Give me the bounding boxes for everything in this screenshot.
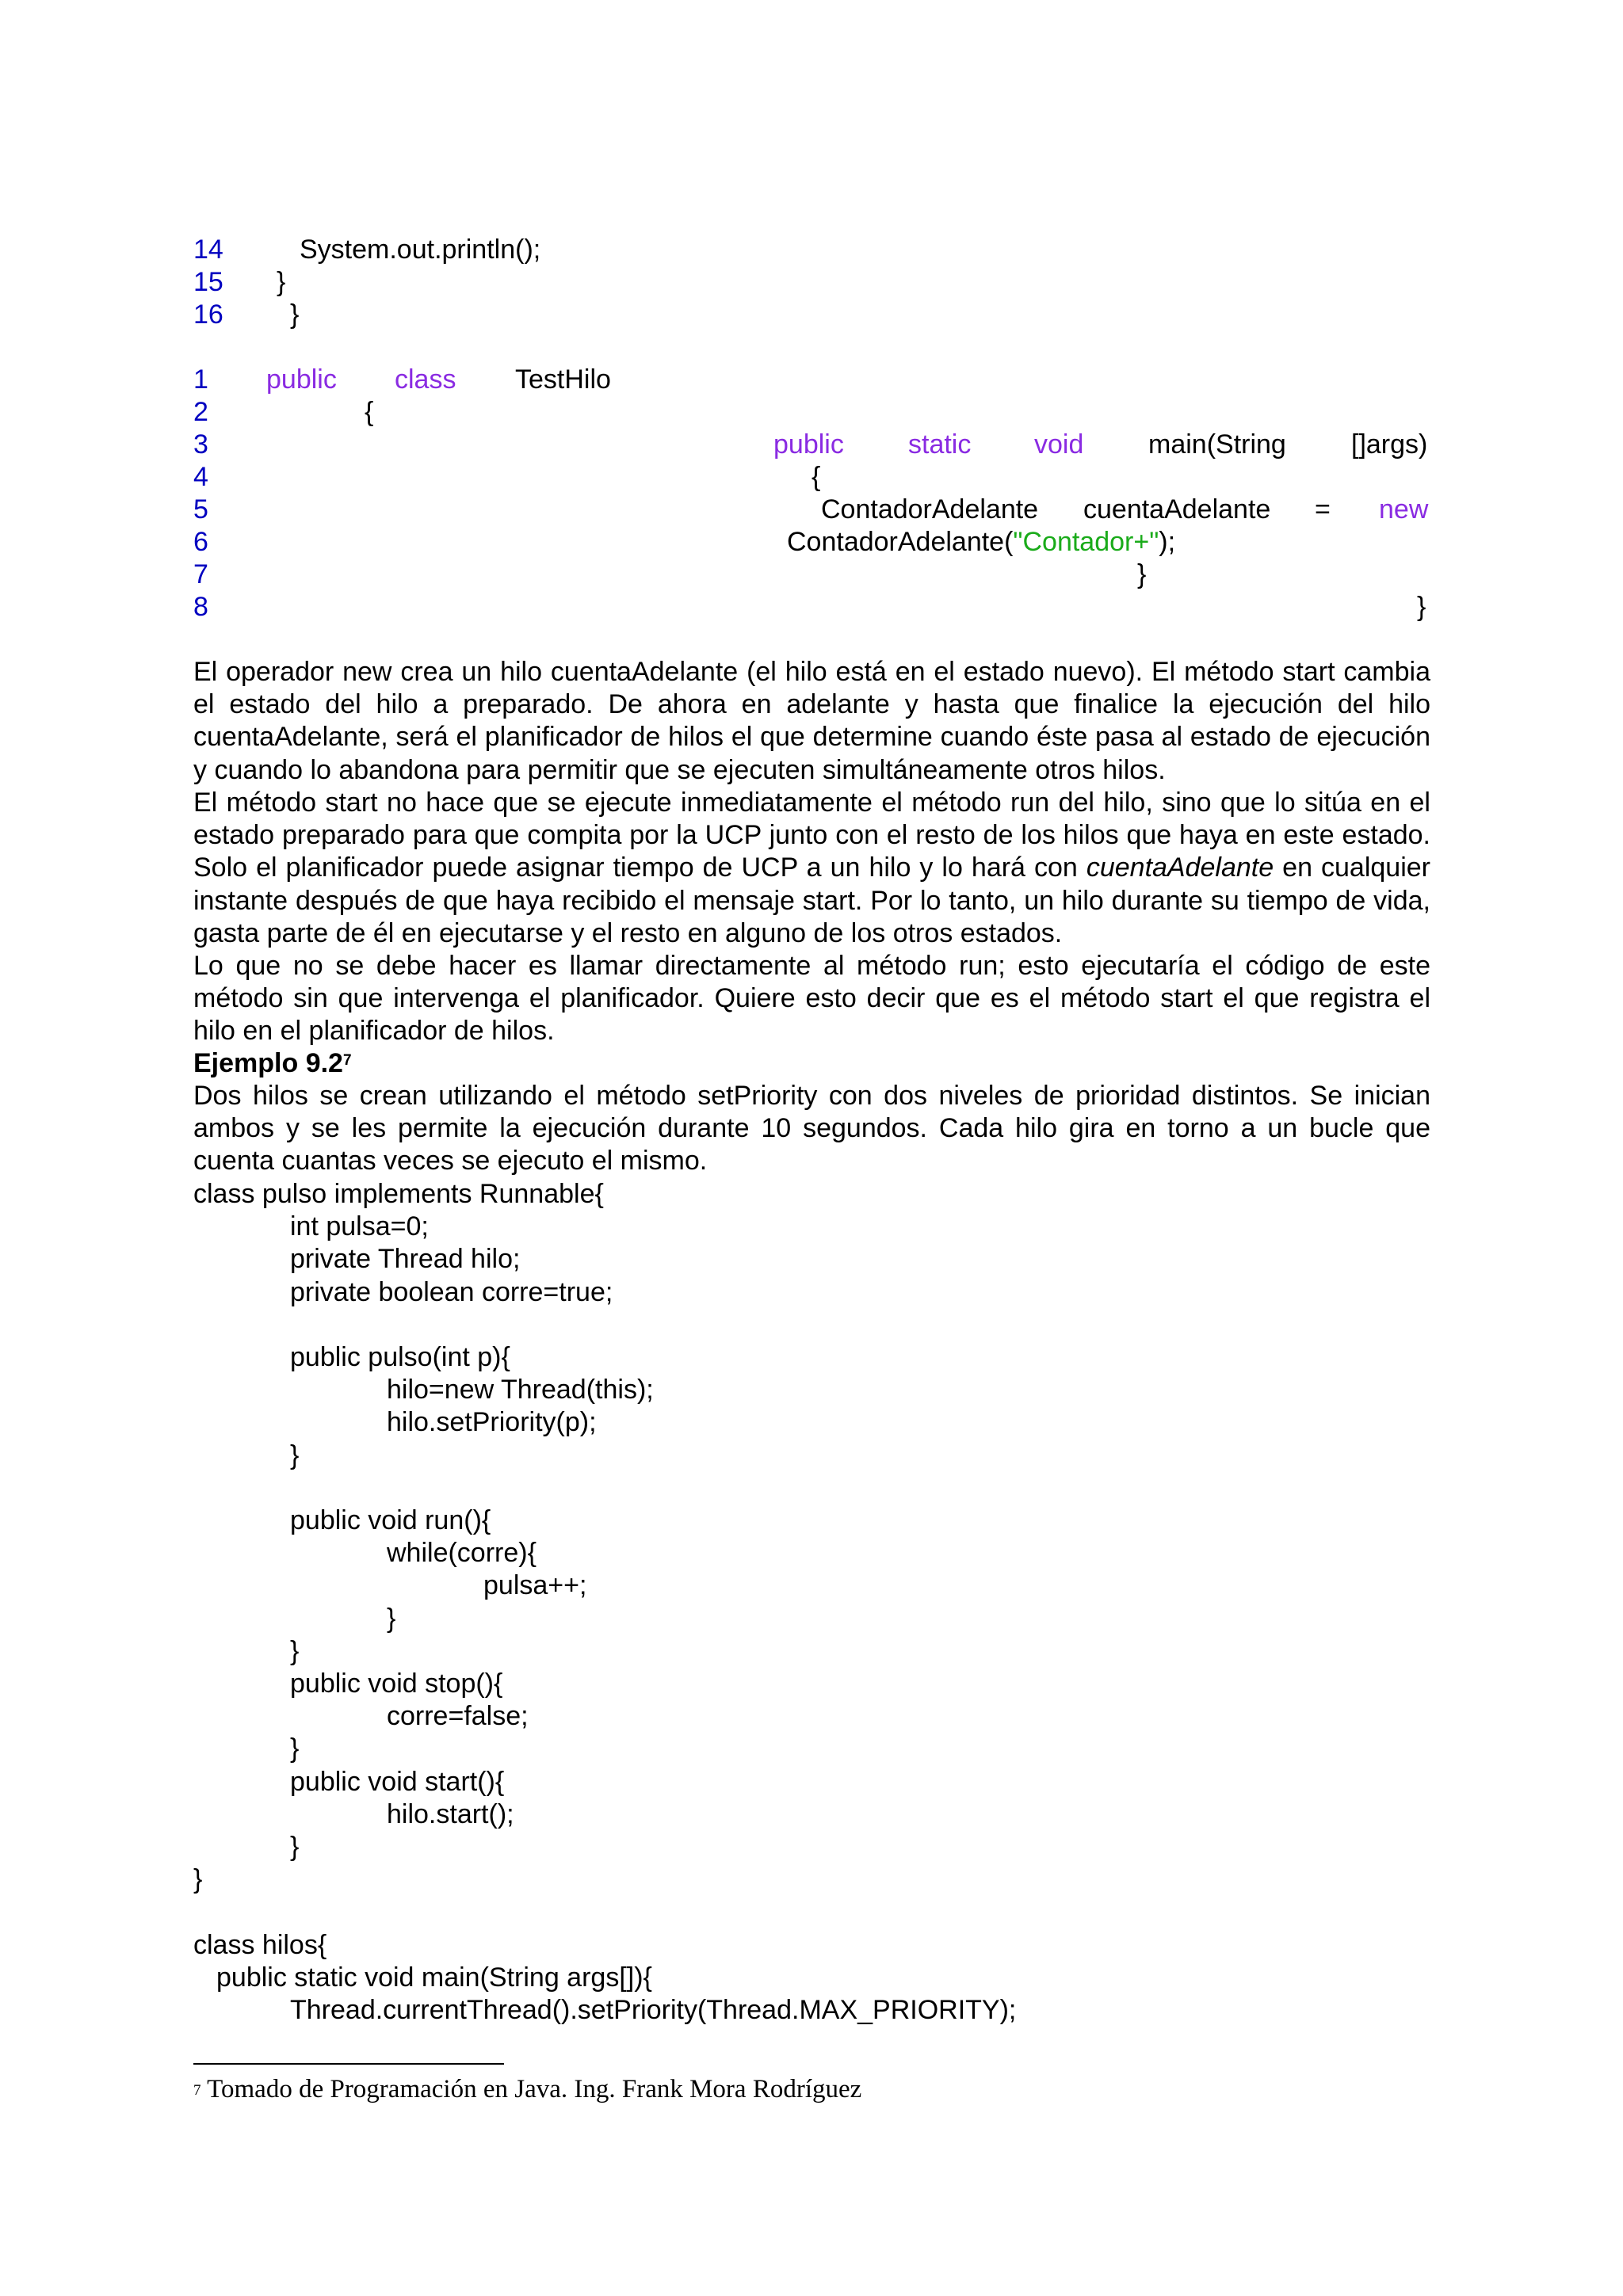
- heading-text: Ejemplo 9.2: [193, 1048, 343, 1078]
- line-number: 14: [193, 235, 223, 265]
- line-number: 8: [193, 592, 208, 622]
- keyword: void: [1034, 429, 1084, 460]
- line-number: 16: [193, 299, 223, 330]
- code-line: }: [290, 299, 300, 330]
- code-line: }: [290, 1733, 300, 1764]
- code-text: cuentaAdelante: [1083, 494, 1271, 524]
- code-line: pulsa++;: [483, 1570, 587, 1600]
- code-line: private Thread hilo;: [290, 1244, 521, 1274]
- keyword: new: [1379, 494, 1429, 524]
- code-line: }: [193, 1864, 203, 1894]
- code-text: TestHilo: [515, 364, 611, 395]
- code-line: }: [290, 1832, 300, 1862]
- line-number: 2: [193, 397, 208, 427]
- code-line: public void start(){: [290, 1767, 505, 1797]
- string-literal: "Contador+": [1013, 527, 1159, 557]
- code-line: }: [387, 1604, 396, 1634]
- code-text: }: [1137, 559, 1147, 589]
- footnote-mark: 7: [193, 2082, 201, 2099]
- footnote-text: Tomado de Programación en Java. Ing. Frank Mora Rodríguez: [200, 2075, 862, 2103]
- paragraph-new-operator: El operador new crea un hilo cuentaAdelante (el hilo está en el estado nuevo). El método start cambia el estado del hilo a preparado. De ahora en adelante y hasta que finalice la ejecución del hilo cuentaAdelante, será el planificador de hilos el que determine cuando éste pasa al estado de ejecución y cuando lo abandona para permitir que se ejecuten simultáneamente otros hilos.: [193, 657, 1430, 785]
- line-number: 4: [193, 462, 208, 492]
- code-line: private boolean corre=true;: [290, 1277, 613, 1307]
- code-line: hilo=new Thread(this);: [387, 1375, 654, 1405]
- line-number: 7: [193, 559, 208, 589]
- example-heading: [193, 1047, 352, 1080]
- code-text: main(String: [1148, 429, 1286, 460]
- code-text: []args): [1351, 429, 1428, 460]
- text: El método start no hace que se ejecute inmediatamente el método run del hilo, sino que lo sitúa en el estado preparado para que compita por la UCP junto con el resto de los hilos que haya en este estado. Solo el planificador puede asignar tiempo de UCP a un hilo y lo hará con: [193, 788, 1430, 883]
- line-number: 5: [193, 494, 208, 524]
- code-line: public void run(){: [290, 1505, 491, 1535]
- keyword: public: [266, 364, 337, 395]
- code-line: while(corre){: [387, 1538, 537, 1568]
- code-text: [787, 526, 1175, 559]
- keyword: static: [908, 429, 972, 460]
- code-text-part: ContadorAdelante(: [787, 527, 1014, 557]
- code-line: class hilos{: [193, 1930, 327, 1960]
- emphasis: cuentaAdelante: [1086, 852, 1274, 883]
- code-line: Thread.currentThread().setPriority(Thread.MAX_PRIORITY);: [290, 1995, 1017, 2025]
- line-number: 6: [193, 527, 208, 557]
- code-line: hilo.setPriority(p);: [387, 1407, 597, 1437]
- code-line: corre=false;: [387, 1701, 529, 1731]
- footnote: [193, 2073, 861, 2105]
- code-line: System.out.println();: [300, 235, 541, 265]
- line-number: 1: [193, 364, 208, 395]
- keyword: class: [395, 364, 456, 395]
- text: en cualquier instante después de que haya recibido el mensaje start. Por lo tanto, un hilo durante su tiempo de vida, gasta parte de él en ejecutarse y el resto en alguno de los otros estados.: [193, 852, 1430, 948]
- code-text: }: [1417, 592, 1426, 622]
- code-line: public static void main(String args[]){: [216, 1962, 652, 1993]
- code-line: int pulsa=0;: [290, 1211, 429, 1241]
- footnote-ref: 7: [342, 1052, 352, 1069]
- keyword: public: [773, 429, 844, 460]
- code-line: }: [290, 1636, 300, 1666]
- code-line: public pulso(int p){: [290, 1342, 510, 1372]
- code-text: ContadorAdelante: [821, 494, 1039, 524]
- code-line: class pulso implements Runnable{: [193, 1179, 604, 1209]
- code-line: }: [290, 1440, 300, 1470]
- line-number: 3: [193, 429, 208, 460]
- code-line: }: [277, 267, 286, 297]
- code-text-part: );: [1159, 527, 1176, 557]
- code-line: hilo.start();: [387, 1799, 514, 1829]
- line-number: 15: [193, 267, 223, 297]
- code-text: =: [1315, 494, 1331, 524]
- paragraph-run-method: Lo que no se debe hacer es llamar directamente al método run; esto ejecutaría el código de este método sin que intervenga el planificador. Quiere esto decir que es el método start el que registra el hilo en el planificador de hilos.: [193, 951, 1430, 1047]
- code-text: {: [365, 397, 374, 427]
- code-line: public void stop(){: [290, 1669, 503, 1699]
- paragraph-example-description: Dos hilos se crean utilizando el método setPriority con dos niveles de prioridad distintos. Se inician ambos y se les permite la ejecución durante 10 segundos. Cada hilo gira en torno a un bucle que cuenta cuantas veces se ejecuto el mismo.: [193, 1081, 1430, 1177]
- code-text: {: [812, 462, 821, 492]
- footnote-separator: [193, 2063, 504, 2065]
- paragraph-start-method: [193, 787, 1430, 950]
